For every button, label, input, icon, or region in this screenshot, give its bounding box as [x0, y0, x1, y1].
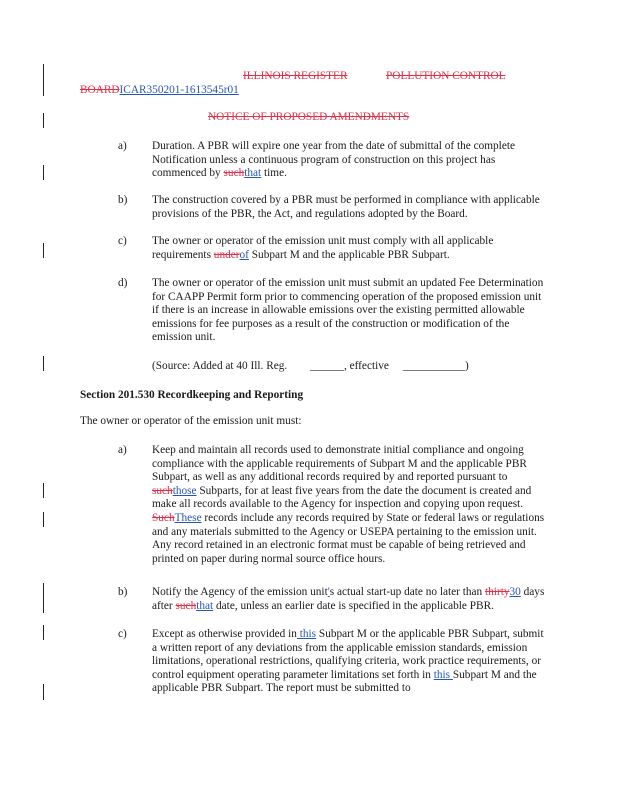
source-note: [152, 360, 552, 374]
notice-header: [208, 111, 468, 125]
code-inserted: ICAR350201-1613545r01: [119, 84, 239, 96]
text-run: Except as otherwise provided in: [152, 628, 297, 640]
notice-deleted: NOTICE OF PROPOSED AMENDMENTS: [208, 111, 410, 123]
text-run: The owner or operator of the emission unit must comply with all applicable requirements: [152, 235, 494, 261]
deleted-text: thirty: [485, 586, 510, 598]
text-run: (Source: Added at 40 Ill. Reg.: [152, 360, 288, 372]
change-bar: [43, 165, 44, 180]
text-run: time.: [261, 167, 287, 180]
change-bar: [43, 583, 44, 613]
register-header: [243, 70, 383, 84]
item-d-text: The owner or operator of the emission unit must submit an updated Fee Determination for CAAPP Permit form prior to commencing operation of the proposed emission unit if there is an increase in allowable emissions over the existing permitted allowable emissions for fee purposes as a result of the construction or modification of the emission unit.: [152, 277, 544, 344]
section-intro: The owner or operator of the emission unit must:: [80, 415, 302, 427]
change-bar: [43, 483, 44, 498]
text-run: ___________): [402, 360, 469, 372]
text-run: ______, effective: [307, 360, 389, 372]
item-a-text: [152, 140, 547, 181]
change-bar: [43, 356, 44, 371]
text-run: Subpart M and the applicable PBR Subpart. The report must be submitted to: [152, 668, 537, 695]
record-c-text: [152, 628, 550, 696]
item-c-text: [152, 235, 547, 262]
board-header: [386, 70, 526, 84]
deleted-text: such: [152, 484, 173, 497]
board-deleted-2: BOARD: [80, 84, 120, 96]
deleted-text: such: [223, 167, 245, 180]
text-run: Duration. A PBR will expire one year from the date of submittal of the complete Notification unless a continuous program of construction on this project has commenced by: [152, 140, 515, 180]
change-bar: [43, 64, 44, 96]
inserted-text: that: [244, 167, 262, 180]
inserted-text: those: [172, 484, 197, 497]
item-label: b): [118, 194, 128, 206]
item-b-text: The construction covered by a PBR must be performed in compliance with applicable provisions of the PBR, the Act, and regulations adopted by the Board.: [152, 194, 540, 220]
inserted-text: of: [239, 248, 249, 261]
section-title: Section 201.530 Recordkeeping and Reporting: [80, 389, 304, 401]
text-run: Subpart M and the applicable PBR Subpart.: [248, 248, 450, 261]
deleted-text: such: [175, 599, 197, 612]
deleted-text: under: [213, 248, 240, 261]
deleted-text: Such: [152, 511, 175, 524]
item-label: a): [118, 140, 127, 152]
record-b-text: [152, 586, 550, 613]
inserted-text: that: [196, 599, 214, 612]
board-deleted: POLLUTION CONTROL: [386, 70, 506, 82]
item-label: c): [118, 235, 127, 247]
inserted-text: this: [296, 628, 317, 640]
record-a-text: [152, 444, 550, 566]
text-run: s actual start-up date no later than: [329, 586, 486, 598]
register-deleted: ILLINOIS REGISTER: [243, 70, 348, 82]
change-bar: [43, 113, 44, 128]
item-label: a): [118, 444, 127, 456]
change-bar: [43, 684, 44, 700]
text-run: records include any records required by State or federal laws or regulations and any materials submitted to the Agency or USEPA pertaining to the emission unit. Any record retained in an electronic format must be capable of being retrieved and printed on paper during normal source office hours.: [152, 511, 545, 565]
text-run: Subparts, for at least five years from the date the document is created and make all records available to the Agency for inspection and copying upon request.: [152, 484, 532, 511]
text-run: date, unless an earlier date is specified in the applicable PBR.: [213, 599, 494, 612]
board-code-line: [80, 84, 380, 98]
text-run: Keep and maintain all records used to demonstrate initial compliance and ongoing compliance with the applicable requirements of Subpart M and the applicable PBR Subpart, as well as any additional records required by and reported pursuant to: [152, 444, 527, 484]
text-run: Subpart M or the applicable PBR Subpart, submit a written report of any deviations from the applicable emission standards, emission limitations, operational restrictions, qualifying criteria, work practice requirements, or control equipment operating parameter limitations set forth in: [152, 628, 544, 681]
text-run: Notify the Agency of the emission unit: [152, 586, 328, 598]
item-label: b): [118, 586, 128, 598]
inserted-text: ': [327, 586, 330, 598]
item-label: d): [118, 277, 128, 289]
inserted-text: 30: [509, 586, 521, 598]
inserted-text: this: [433, 668, 453, 681]
change-bar: [43, 243, 44, 258]
inserted-text: These: [174, 511, 202, 524]
change-bar: [43, 625, 44, 640]
change-bar: [43, 512, 44, 527]
text-run: days after: [152, 586, 545, 612]
item-label: c): [118, 628, 127, 640]
